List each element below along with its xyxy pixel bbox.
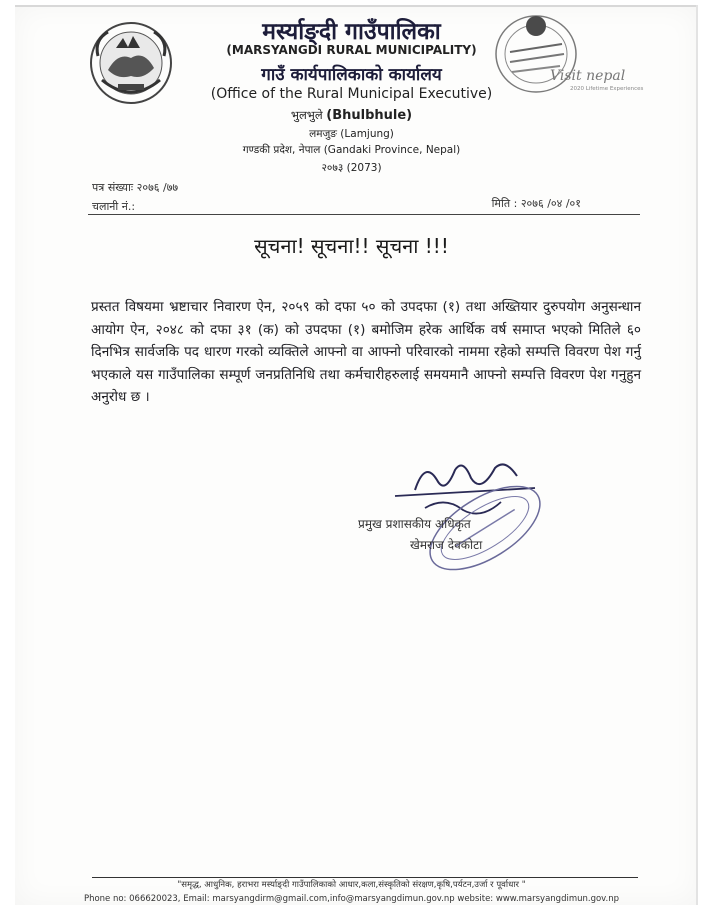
visit-nepal-text: Visit nepal (550, 68, 626, 84)
letter-date: मिति : २०७६ /०४ /०१ (491, 197, 581, 210)
municipality-name-en: (MARSYANGDI RURAL MUNICIPALITY) (226, 43, 477, 57)
district-line: लमजुङ (Lamjung) (309, 128, 394, 140)
signatory-title: प्रमुख प्रशासकीय अधिकृत (358, 517, 471, 531)
footer-motto: "समृद्ध, आधुनिक, हराभरा मर्स्याङ्दी गाउँपालिकाको आधार,कला,संस्कृतिको संरक्षण,कृषि,पर्यटन,उर्जा र पूर्वाधार " (177, 880, 526, 890)
place-line (0, 108, 703, 123)
reference-number: पत्र संख्याः २०७६ /७७ (92, 181, 179, 194)
visit-nepal-tagline: 2020 Lifetime Experiences (570, 86, 644, 92)
footer-divider (92, 877, 638, 878)
office-name-en: (Office of the Rural Municipal Executive) (210, 86, 493, 102)
notice-body: प्रस्तत विषयमा भ्रष्टाचार निवारण ऐन, २०५९ को दफा ५० को उपदफा (१) तथा अख्तियार दुरुपयोग अनुसन्धान आयोग ऐन, २०४८ को दफा ३१ (क) को उपदफा (१) बमोजिम हरेक आर्थिक वर्ष समाप्त भएको मितिले ६० दिनभित्र सार्वजकि पद धारण गरको व्यक्तिले आफ्नो वा आफ्नो परिवारको नाममा रहेको सम्पत्ति विवरण पेश गर्नु भएकाले यस गाउँपालिका सम्पूर्ण जनप्रतिनिधि तथा कर्मचारीहरुलाई समयमानै आफ्नो सम्पत्ति विवरण पेश गनुहुन अनुरोध छ । (91, 299, 641, 405)
paper-edge-top (15, 5, 698, 7)
place-np: भुलभुले (290, 108, 323, 122)
office-name-np: गाउँ कार्यपालिकाको कार्यालय (261, 65, 442, 85)
signatory-name: खेमराज देवकोटा (410, 538, 483, 552)
place-en: (Bhulbhule) (326, 108, 413, 123)
footer-contact: Phone no: 066620023, Email: marsyangdirm@gmail.com,info@marsyangdimun.gov.np website: www.marsyangdimun.gov.np (83, 894, 620, 904)
notice-title: सूचना! सूचना!! सूचना !!! (254, 234, 449, 258)
year-line: २०७३ (2073) (321, 162, 382, 174)
municipality-name-np: मर्स्याङ्दी गाउँपालिका (262, 19, 441, 45)
province-line: गण्डकी प्रदेश, नेपाल (Gandaki Province, Nepal) (242, 144, 461, 156)
dispatch-number: चलानी नं.: (92, 200, 136, 213)
header-divider (88, 214, 640, 215)
